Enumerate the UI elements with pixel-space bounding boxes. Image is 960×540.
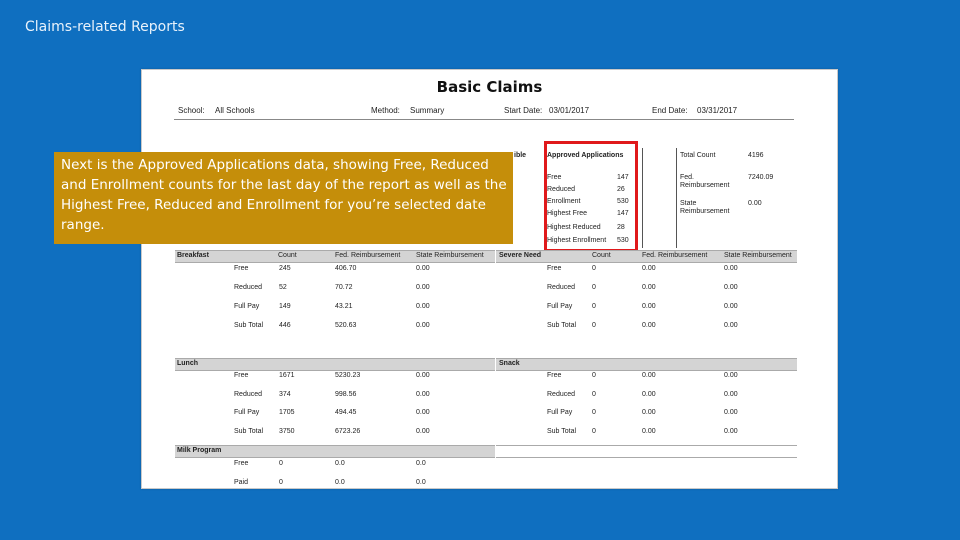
cell: 0.00	[642, 322, 656, 329]
row-label: Free	[234, 372, 249, 379]
column-header: State Reimbursement	[416, 252, 484, 259]
cell: 0	[592, 372, 596, 379]
cell: 0.00	[642, 284, 656, 291]
row-label: Sub Total	[547, 322, 577, 329]
cell: 0.0	[335, 479, 345, 486]
cell: 5230.23	[335, 372, 361, 379]
cell: 0	[592, 322, 596, 329]
slide-title: Claims-related Reports	[25, 19, 185, 35]
row-label: Full Pay	[234, 409, 260, 416]
row-label: Sub Total	[234, 428, 264, 435]
milk-program-empty-header	[496, 445, 797, 458]
approved-value: 28	[617, 224, 625, 231]
cell: 0.00	[416, 322, 430, 329]
cell: 0.00	[724, 284, 738, 291]
cell: 0.00	[416, 428, 430, 435]
cell: 446	[279, 322, 291, 329]
row-label: Reduced	[547, 284, 576, 291]
cell: 0	[279, 479, 283, 486]
cell: 0.00	[724, 409, 738, 416]
row-label: Free	[547, 265, 562, 272]
milk-program-header	[175, 445, 495, 458]
school-label: School:	[178, 106, 205, 115]
cell: 0.00	[724, 322, 738, 329]
cell: 0.00	[642, 372, 656, 379]
approved-label: Highest Free	[547, 210, 588, 217]
milk-program-label: Milk Program	[177, 447, 222, 454]
eligible-label: ible	[514, 152, 527, 159]
cell: 494.45	[335, 409, 357, 416]
cell: 0	[592, 391, 596, 398]
cell: 520.63	[335, 322, 357, 329]
row-label: Full Pay	[547, 303, 573, 310]
cell: 0	[279, 460, 283, 467]
row-label: Paid	[234, 479, 249, 486]
cell: 0.00	[724, 265, 738, 272]
school-value: All Schools	[215, 106, 255, 115]
start-date-value: 03/01/2017	[549, 106, 590, 115]
row-label: Reduced	[234, 284, 263, 291]
report-page	[141, 69, 838, 489]
cell: 0.00	[416, 284, 430, 291]
state-reimbursement-label-2: Reimbursement	[680, 208, 730, 215]
cell: 0	[592, 284, 596, 291]
row-label: Full Pay	[234, 303, 260, 310]
column-header: Count	[278, 252, 297, 259]
cell: 0	[592, 428, 596, 435]
approved-value: 530	[617, 237, 629, 244]
cell: 0	[592, 409, 596, 416]
cell: 52	[279, 284, 287, 291]
cell: 0.0	[416, 460, 426, 467]
totals-divider	[676, 148, 677, 248]
column-header: Fed. Reimbursement	[335, 252, 401, 259]
cell: 1671	[279, 372, 295, 379]
approved-label: Enrollment	[547, 198, 581, 205]
row-label: Sub Total	[234, 322, 264, 329]
explanation-callout: Next is the Approved Applications data, showing Free, Reduced and Enrollment counts for the last day of the report as well as the Highest Free, Reduced and Enrollment for you’re selected date range.	[54, 152, 513, 244]
fed-reimbursement-label: Fed.	[680, 174, 695, 181]
approved-value: 26	[617, 186, 625, 193]
total-count-label: Total Count	[680, 152, 716, 159]
cell: 998.56	[335, 391, 357, 398]
lunch-label: Lunch	[177, 360, 198, 367]
method-value: Summary	[410, 106, 445, 115]
state-reimbursement-label: State	[680, 200, 697, 207]
cell: 6723.26	[335, 428, 361, 435]
total-count-value: 4196	[748, 152, 764, 159]
cell: 149	[279, 303, 291, 310]
approved-value: 147	[617, 174, 629, 181]
row-label: Free	[547, 372, 562, 379]
cell: 0.00	[724, 303, 738, 310]
cell: 0.00	[416, 391, 430, 398]
row-label: Reduced	[547, 391, 576, 398]
snack-header	[496, 358, 797, 371]
method-label: Method:	[371, 106, 400, 115]
row-label: Free	[234, 265, 249, 272]
approved-highlight-box	[544, 141, 638, 252]
approved-value: 147	[617, 210, 629, 217]
cell: 0.00	[416, 372, 430, 379]
column-header: Count	[592, 252, 611, 259]
cell: 1705	[279, 409, 295, 416]
approved-value: 530	[617, 198, 629, 205]
breakfast-label: Breakfast	[177, 252, 209, 259]
snack-label: Snack	[499, 360, 520, 367]
cell: 0.00	[416, 265, 430, 272]
cell: 0.00	[642, 265, 656, 272]
cell: 0.0	[335, 460, 345, 467]
row-label: Reduced	[234, 391, 263, 398]
row-label: Free	[234, 460, 249, 467]
header-divider	[174, 119, 794, 120]
report-title: Basic Claims	[436, 78, 543, 96]
state-reimbursement-value: 0.00	[748, 200, 762, 207]
cell: 0	[592, 265, 596, 272]
approved-label: Highest Enrollment	[547, 237, 607, 244]
cell: 0.0	[416, 479, 426, 486]
cell: 245	[279, 265, 291, 272]
column-header: State Reimbursement	[724, 252, 792, 259]
cell: 0.00	[642, 409, 656, 416]
cell: 0	[592, 303, 596, 310]
cell: 0.00	[642, 303, 656, 310]
end-date-label: End Date:	[652, 106, 688, 115]
cell: 0.00	[416, 409, 430, 416]
approved-divider	[642, 148, 643, 248]
column-header: Fed. Reimbursement	[642, 252, 708, 259]
cell: 0.00	[724, 391, 738, 398]
cell: 0.00	[642, 428, 656, 435]
approved-header: Approved Applications	[547, 152, 624, 159]
row-label: Sub Total	[547, 428, 577, 435]
lunch-header	[175, 358, 495, 371]
cell: 43.21	[335, 303, 353, 310]
approved-label: Free	[547, 174, 562, 181]
cell: 3750	[279, 428, 295, 435]
approved-label: Reduced	[547, 186, 576, 193]
cell: 0.00	[642, 391, 656, 398]
start-date-label: Start Date:	[504, 106, 543, 115]
cell: 70.72	[335, 284, 353, 291]
approved-label: Highest Reduced	[547, 224, 601, 231]
cell: 0.00	[724, 372, 738, 379]
cell: 0.00	[416, 303, 430, 310]
row-label: Full Pay	[547, 409, 573, 416]
end-date-value: 03/31/2017	[697, 106, 738, 115]
cell: 374	[279, 391, 291, 398]
severe-need-label: Severe Need	[499, 252, 542, 259]
cell: 0.00	[724, 428, 738, 435]
fed-reimbursement-value: 7240.09	[748, 174, 774, 181]
cell: 406.70	[335, 265, 357, 272]
fed-reimbursement-label-2: Reimbursement	[680, 182, 730, 189]
